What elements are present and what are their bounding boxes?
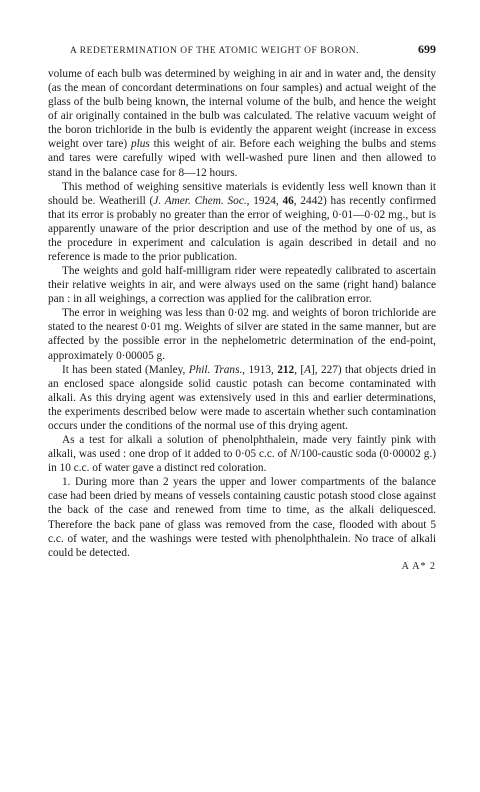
paragraph-5-citation-series: A: [304, 363, 312, 376]
running-title: A REDETERMINATION OF THE ATOMIC WEIGHT OF BORON.: [70, 46, 360, 56]
paragraph-5-text-c: , [: [294, 363, 305, 376]
page-number: 699: [418, 42, 436, 56]
paragraph-7: [48, 475, 436, 559]
paragraph-5-text-b: , 1913,: [242, 363, 274, 376]
paragraph-2-text-a: This method of weighing sensitive materials is evidently less well known than it should be. Weatherill (: [48, 180, 436, 207]
paragraph-3: [48, 264, 436, 306]
paragraph-6-normality: N: [290, 448, 298, 461]
paragraph-1-text: volume of each bulb was determined by weighing in air and in water and, the density (as the mean of concordant determinations on four samples) and actual weight of the glass of the bulb being known, the internal volume of the bulb, and hence the weight of air originally contained in the bulb was calculated. The relative vacuum weight of the boron trichloride in the bulb is evidently the apparent weight (increase in excess weight over tare): [48, 68, 436, 151]
body-text: [48, 67, 436, 572]
paragraph-5-text-a: It has been stated (Manley,: [62, 363, 186, 376]
paragraph-2-text-b: , 1924,: [246, 194, 279, 207]
paragraph-6-text-b: /100-caustic soda (0·00002 g.) in 10 c.c. of water gave a distinct red coloration.: [48, 448, 437, 475]
paragraph-4: [48, 306, 436, 362]
paragraph-5-citation-volume: 212: [277, 363, 295, 376]
paragraph-5: [48, 363, 436, 433]
paragraph-7-text: 1. During more than 2 years the upper and lower compartments of the balance case had been dried by means of vessels containing caustic potash stood close against the back of the case and renewed from time to time, as the alkali deliquesced. Therefore the back pane of glass was removed from the case, flooded with about 5 c.c. of water, and the washings were tested with phenolphthalein. No trace of alkali could be detected.: [48, 476, 436, 559]
paragraph-2-citation-journal: J. Amer. Chem. Soc.: [153, 194, 247, 207]
paragraph-6-text-a: As a test for alkali a solution of phenolphthalein, made very faintly pink with alkali, was used : one drop of it added to 0·05 c.c. of: [48, 434, 436, 461]
paragraph-1-emphasis: plus: [130, 138, 150, 151]
page: [48, 42, 436, 572]
paragraph-2-text-c: , 2442) has recently confirmed that its error is probably no greater than the error of weighing, 0·01—0·02 mg., but is apparently unaware of the prior description and use of the method by one of us, as the procedure in experiment and calculation is again described in detail and no reference is made to the prior publication.: [48, 194, 436, 264]
paragraph-2-citation-volume: 46: [282, 194, 294, 207]
paragraph-2: [48, 180, 436, 264]
paragraph-6: [48, 433, 436, 475]
paragraph-3-text: The weights and gold half-milligram rider were repeatedly calibrated to ascertain their relative weights in air, and were always used on the same (right hand) balance pan : in all weighings, a correction was applied for the calibration error.: [48, 265, 436, 306]
signature-mark: A A* 2: [401, 560, 436, 572]
paragraph-5-text-d: ], 227) that objects dried in an enclosed space alongside solid caustic potash can become contaminated with alkali. As this drying agent was extensively used in this and earlier determinations, the experiments described below were made to ascertain whether such contamination occurs under the conditions of the normal use of this drying agent.: [48, 363, 436, 432]
paragraph-1-tail: this weight of air. Before each weighing the bulbs and stems and tares were carefully wiped with well-washed pure linen and then allowed to stand in the balance case for 8—12 hours.: [48, 138, 437, 179]
paragraph-4-text: The error in weighing was less than 0·02 mg. and weights of boron trichloride are stated to the nearest 0·01 mg. Weights of silver are stated in the same manner, but are affected by the possible error in the nephelometric determination of the end-point, approximately 0·00005 g.: [48, 307, 436, 362]
paragraph-5-citation-journal: Phil. Trans.: [188, 363, 243, 376]
running-header: [48, 42, 436, 57]
paragraph-1: [48, 67, 436, 180]
